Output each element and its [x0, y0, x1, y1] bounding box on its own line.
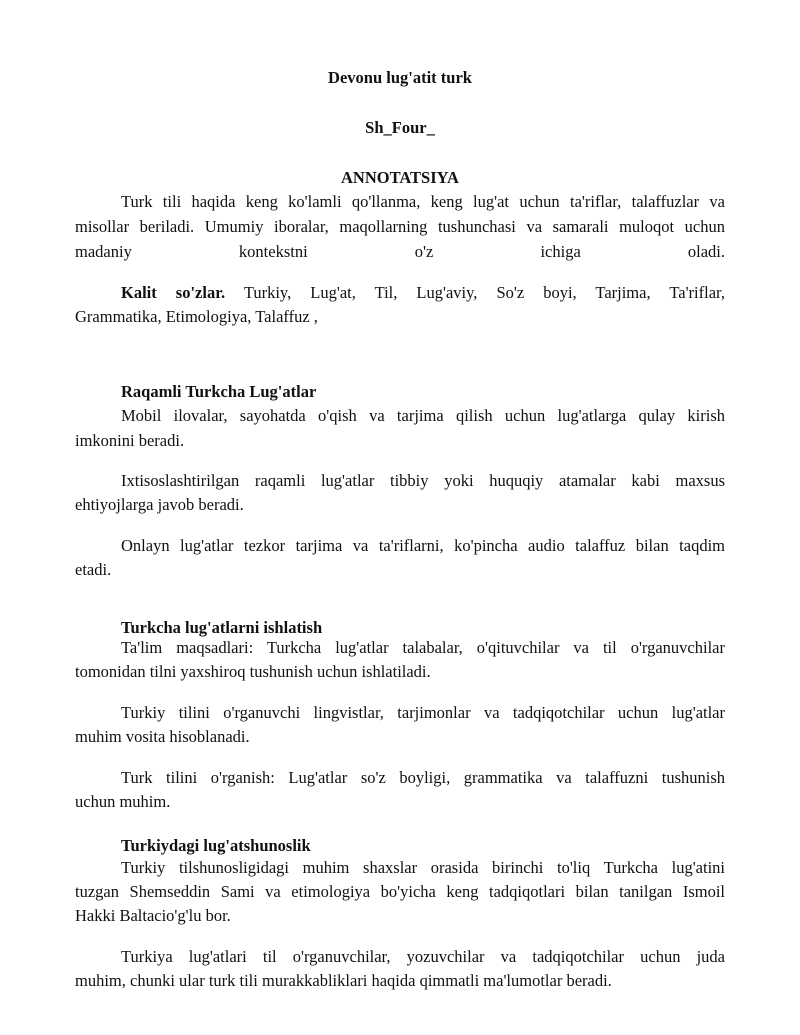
paragraph-line: Mobil ilovalar, sayohatda o'qish va tarjima qilish uchun lug'atlarga qulay kirish	[121, 406, 725, 425]
paragraph-line: Turk tilini o'rganish: Lug'atlar so'z boyligi, grammatika va talaffuzni tushunish	[121, 768, 725, 787]
paragraph-line: imkonini beradi.	[75, 431, 185, 450]
annotation-line: Turk tili haqida keng ko'lamli qo'llanma, keng lug'at uchun ta'riflar, talaffuzlar va	[121, 192, 725, 211]
paragraph-line: muhim, chunki ular turk tili murakkabliklari haqida qimmatli ma'lumotlar beradi.	[75, 971, 612, 990]
paragraph-line: Ta'lim maqsadlari: Turkcha lug'atlar talabalar, o'qituvchilar va til o'rganuvchilar	[121, 638, 725, 657]
annotation-line: misollar beriladi. Umumiy iboralar, maqollarning tushunchasi va samarali muloqot uchun	[75, 217, 725, 236]
paragraph-line: Turkiy tilshunosligidagi muhim shaxslar orasida birinchi to'liq Turkcha lug'atini	[121, 858, 725, 877]
paragraph-line: uchun muhim.	[75, 792, 171, 811]
paragraph-line: etadi.	[75, 560, 112, 579]
section-heading: Turkiydagi lug'atshunoslik	[121, 836, 311, 855]
paragraph-line: Hakki Baltacio'g'lu bor.	[75, 906, 231, 925]
paragraph-line: muhim vosita hisoblanadi.	[75, 727, 250, 746]
annotation-line: madaniy kontekstni o'z ichiga oladi.	[75, 242, 725, 261]
document-title: Devonu lug'atit turk	[328, 68, 472, 87]
document-author: Sh_Four_	[365, 118, 435, 137]
section-heading: Turkcha lug'atlarni ishlatish	[121, 618, 323, 637]
keywords-line: Grammatika, Etimologiya, Talaffuz ,	[75, 307, 318, 326]
keywords-text: Turkiy, Lug'at, Til, Lug'aviy, So'z boyi, Tarjima, Ta'riflar,	[225, 283, 725, 302]
paragraph-line: Turkiya lug'atlari til o'rganuvchilar, yozuvchilar va tadqiqotchilar uchun juda	[121, 947, 725, 966]
annotation-heading: ANNOTATSIYA	[341, 168, 459, 187]
paragraph-line: Onlayn lug'atlar tezkor tarjima va ta'riflarni, ko'pincha audio talaffuz bilan taqdim	[121, 536, 725, 555]
paragraph-line: tomonidan tilni yaxshiroq tushunish uchun ishlatiladi.	[75, 662, 431, 681]
keywords-label: Kalit so'zlar.	[121, 283, 226, 302]
paragraph-line: Ixtisoslashtirilgan raqamli lug'atlar tibbiy yoki huquqiy atamalar kabi maxsus	[121, 471, 725, 490]
keywords-line	[121, 280, 725, 305]
paragraph-line: Turkiy tilini o'rganuvchi lingvistlar, tarjimonlar va tadqiqotchilar uchun lug'atlar	[121, 703, 725, 722]
section-heading: Raqamli Turkcha Lug'atlar	[121, 382, 317, 401]
paragraph-line: ehtiyojlarga javob beradi.	[75, 495, 244, 514]
paragraph-line: tuzgan Shemseddin Sami va etimologiya bo'yicha keng tadqiqotlari bilan tanilgan Ismoil	[75, 882, 725, 901]
